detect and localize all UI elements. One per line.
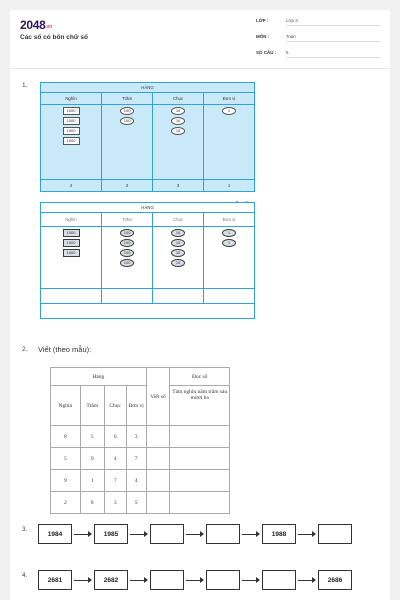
doc-so-answer-cell[interactable] — [170, 426, 230, 448]
digit-cell: 7 — [104, 470, 126, 492]
hundred-coin: 100 — [120, 229, 134, 237]
digit-cell: 4 — [104, 448, 126, 470]
viet-so-answer-cell[interactable] — [146, 470, 170, 492]
thousand-card: 1000 — [63, 137, 80, 145]
digit-cell: 9 — [80, 448, 104, 470]
digit-cell: 2 — [51, 492, 81, 514]
col-header: Chục — [153, 213, 204, 227]
arrow-right-icon — [296, 570, 318, 590]
doc-so-header: Đọc số — [170, 368, 230, 386]
col-header: Trăm — [102, 213, 153, 227]
question-3-number: 3. — [22, 526, 28, 533]
digit-cell: 8 — [80, 492, 104, 514]
worksheet — [10, 10, 390, 600]
doc-so-answer-cell[interactable] — [170, 492, 230, 514]
col-header: Đơn vị — [204, 93, 255, 105]
sequence-box: 1984 — [38, 524, 72, 544]
example-reading: Tám nghìn năm trăm sáu mươi ba — [170, 386, 230, 426]
ten-coin: 10 — [171, 107, 185, 115]
sequence-answer-box[interactable] — [150, 524, 184, 544]
one-coin: 1 — [222, 107, 236, 115]
digit-cell: 7 — [126, 448, 146, 470]
total-cell: 3 — [153, 179, 204, 191]
ten-coin: 10 — [171, 259, 185, 267]
arrow-right-icon — [296, 524, 318, 544]
hundred-coin: 100 — [120, 259, 134, 267]
col-header: Trăm — [102, 93, 153, 105]
arrow-right-icon — [184, 570, 206, 590]
answer-cell[interactable] — [204, 289, 255, 304]
arrow-right-icon — [72, 524, 94, 544]
total-cell: 2 — [102, 179, 153, 191]
sequence-answer-box[interactable] — [262, 570, 296, 590]
thousand-card: 1000 — [63, 249, 80, 257]
sequence-answer-box[interactable] — [150, 570, 184, 590]
thousands-cell — [41, 227, 102, 289]
answer-cell[interactable] — [41, 289, 102, 304]
one-coin: 1 — [222, 229, 236, 237]
thousand-card: 1000 — [63, 127, 80, 135]
table-group-header: HÀNG — [41, 83, 255, 93]
viet-so-answer-cell[interactable] — [146, 448, 170, 470]
sequence-answer-box[interactable] — [206, 524, 240, 544]
sequence-box: 1985 — [94, 524, 128, 544]
arrow-right-icon — [128, 570, 150, 590]
digit-cell: 8 — [51, 426, 81, 448]
digit-cell: 3 — [126, 426, 146, 448]
tens-cell — [153, 227, 204, 289]
digit-cell: 4 — [126, 470, 146, 492]
table-group-header: HÀNG — [41, 203, 255, 213]
sequence-answer-box[interactable] — [318, 524, 352, 544]
one-coin: 1 — [222, 239, 236, 247]
ten-coin: 10 — [171, 117, 185, 125]
arrow-right-icon — [184, 524, 206, 544]
write-number-table — [50, 367, 230, 514]
digit-cell: 5 — [51, 448, 81, 470]
thousands-cell — [41, 105, 102, 180]
ones-cell — [204, 227, 255, 289]
logo[interactable]: 2048.vn — [20, 18, 52, 32]
digit-cell: 1 — [80, 470, 104, 492]
worksheet-title: Các số có bốn chữ số — [20, 34, 88, 41]
arrow-right-icon — [72, 570, 94, 590]
sequence-box: 2686 — [318, 570, 352, 590]
doc-so-answer-cell[interactable] — [170, 448, 230, 470]
thousand-card: 1000 — [63, 117, 80, 125]
question-1-number: 1. — [22, 82, 28, 89]
ten-coin: 10 — [171, 127, 185, 135]
thousand-card: 1000 — [63, 239, 80, 247]
sequence-box: 2682 — [94, 570, 128, 590]
viet-so-header: Viết số — [146, 368, 170, 426]
answer-cell[interactable] — [102, 289, 153, 304]
col-header: Nghìn — [41, 93, 102, 105]
col-header: Trăm — [80, 386, 104, 426]
number-sequence-3 — [38, 524, 352, 544]
tens-cell — [153, 105, 204, 180]
doc-so-answer-cell[interactable] — [170, 470, 230, 492]
ten-coin: 10 — [171, 239, 185, 247]
arrow-right-icon — [240, 524, 262, 544]
place-value-table-exercise — [40, 202, 255, 319]
worksheet-header: 2048.vn Các số có bốn chữ số LỚP : Lớp 3 MÔN : Toán SỐ CÂU : 5 — [10, 10, 390, 69]
col-header: Chục — [153, 93, 204, 105]
thousand-card: 1000 — [63, 229, 80, 237]
col-header: Đơn vị — [204, 213, 255, 227]
total-cell: 1 — [204, 179, 255, 191]
col-header: Nghìn — [41, 213, 102, 227]
sequence-answer-box[interactable] — [206, 570, 240, 590]
sequence-box: 2681 — [38, 570, 72, 590]
digit-cell: 5 — [126, 492, 146, 514]
hundred-coin: 100 — [120, 107, 134, 115]
viet-so-answer-cell[interactable] — [146, 426, 170, 448]
col-header: Nghìn — [51, 386, 81, 426]
col-header: Chục — [104, 386, 126, 426]
arrow-right-icon — [128, 524, 150, 544]
sequence-box: 1988 — [262, 524, 296, 544]
hundred-coin: 100 — [120, 239, 134, 247]
thousand-card: 1000 — [63, 107, 80, 115]
question-4-number: 4. — [22, 572, 28, 579]
digit-cell: 9 — [51, 470, 81, 492]
hundred-coin: 100 — [120, 117, 134, 125]
hundreds-cell — [102, 105, 153, 180]
hundreds-cell — [102, 227, 153, 289]
col-header: Đơn vị — [126, 386, 146, 426]
question-2-number: 2. — [22, 346, 28, 353]
hang-header: Hàng — [51, 368, 147, 386]
digit-cell: 5 — [80, 426, 104, 448]
hundred-coin: 100 — [120, 249, 134, 257]
answer-row[interactable] — [41, 304, 255, 319]
answer-cell[interactable] — [153, 289, 204, 304]
digit-cell: 6 — [104, 426, 126, 448]
ones-cell — [204, 105, 255, 180]
digit-cell: 3 — [104, 492, 126, 514]
viet-so-answer-cell[interactable] — [146, 492, 170, 514]
arrow-right-icon — [240, 570, 262, 590]
ten-coin: 10 — [171, 249, 185, 257]
question-2-text: Viết (theo mẫu): — [38, 345, 92, 354]
place-value-table-example — [40, 82, 255, 192]
total-cell: 4 — [41, 179, 102, 191]
ten-coin: 10 — [171, 229, 185, 237]
number-sequence-4 — [38, 570, 352, 590]
